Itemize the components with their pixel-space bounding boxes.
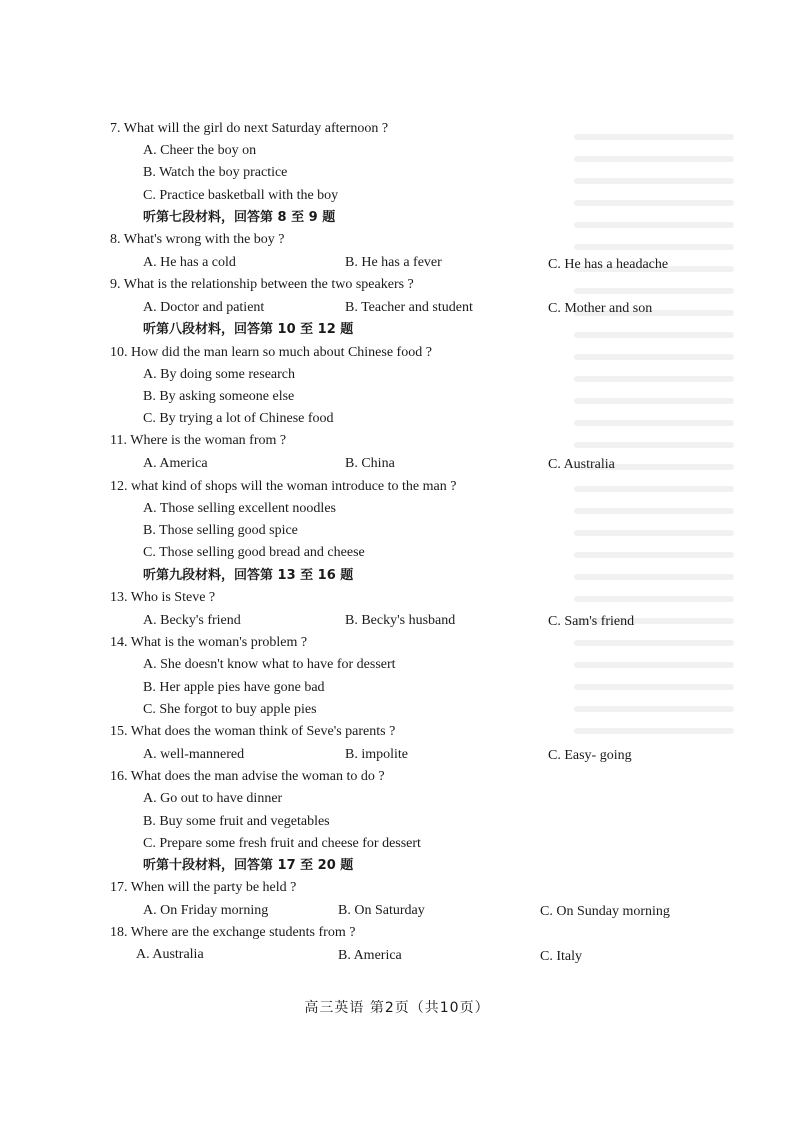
question-16-option-b: B. Buy some fruit and vegetables — [143, 814, 330, 829]
question-15-option-b: B. impolite — [345, 747, 408, 762]
question-16-stem: 16. What does the man advise the woman to do ? — [110, 769, 385, 784]
question-11-option-b: B. China — [345, 456, 395, 471]
question-8-option-c: C. He has a headache — [548, 257, 669, 272]
question-14-option-c: C. She forgot to buy apple pies — [143, 702, 317, 717]
bleed-through-shadow — [574, 118, 734, 958]
question-13-option-a: A. Becky's friend — [143, 613, 241, 628]
question-17-stem: 17. When will the party be held ? — [110, 880, 297, 895]
question-14-option-a: A. She doesn't know what to have for dessert — [143, 657, 396, 672]
question-13-stem: 13. Who is Steve ? — [110, 590, 216, 605]
question-12-option-c: C. Those selling good bread and cheese — [143, 545, 365, 560]
question-12-stem: 12. what kind of shops will the woman introduce to the man ? — [110, 479, 457, 494]
section-9-heading: 听第九段材料，回答第 13 至 16 题 — [143, 568, 354, 583]
question-14-stem: 14. What is the woman's problem ? — [110, 635, 308, 650]
question-14-option-b: B. Her apple pies have gone bad — [143, 680, 325, 695]
question-11-option-c: C. Australia — [548, 457, 615, 472]
question-15-stem: 15. What does the woman think of Seve's parents ? — [110, 724, 396, 739]
question-9-stem: 9. What is the relationship between the two speakers ? — [110, 277, 414, 292]
question-18-option-c: C. Italy — [540, 949, 582, 964]
question-18-stem: 18. Where are the exchange students from ? — [110, 925, 356, 940]
question-12-option-a: A. Those selling excellent noodles — [143, 501, 336, 516]
question-8-option-b: B. He has a fever — [345, 255, 442, 270]
question-16-option-a: A. Go out to have dinner — [143, 791, 283, 806]
question-9-option-c: C. Mother and son — [548, 301, 653, 316]
section-10-heading: 听第十段材料，回答第 17 至 20 题 — [143, 858, 354, 873]
question-17-option-a: A. On Friday morning — [143, 903, 269, 918]
question-9-option-b: B. Teacher and student — [345, 300, 473, 315]
question-18-option-b: B. America — [338, 948, 402, 963]
question-10-option-a: A. By doing some research — [143, 367, 296, 382]
question-7-option-b: B. Watch the boy practice — [143, 165, 288, 180]
question-15-option-c: C. Easy- going — [548, 748, 632, 763]
question-17-option-b: B. On Saturday — [338, 903, 425, 918]
question-10-option-c: C. By trying a lot of Chinese food — [143, 411, 334, 426]
question-11-stem: 11. Where is the woman from ? — [110, 433, 287, 448]
question-11-option-a: A. America — [143, 456, 208, 471]
question-16-option-c: C. Prepare some fresh fruit and cheese for dessert — [143, 836, 421, 851]
question-7-option-c: C. Practice basketball with the boy — [143, 188, 339, 203]
question-13-option-c: C. Sam's friend — [548, 614, 635, 629]
question-18-option-a: A. Australia — [136, 947, 204, 962]
question-8-option-a: A. He has a cold — [143, 255, 236, 270]
question-17-option-c: C. On Sunday morning — [540, 904, 670, 919]
question-7-stem: 7. What will the girl do next Saturday afternoon ? — [110, 121, 389, 136]
question-13-option-b: B. Becky's husband — [345, 613, 456, 628]
question-8-stem: 8. What's wrong with the boy ? — [110, 232, 285, 247]
question-9-option-a: A. Doctor and patient — [143, 300, 265, 315]
page-footer: 高三英语 第2页（共10页） — [304, 1000, 490, 1016]
question-15-option-a: A. well-mannered — [143, 747, 245, 762]
question-10-stem: 10. How did the man learn so much about Chinese food ? — [110, 345, 432, 360]
section-7-heading: 听第七段材料，回答第 8 至 9 题 — [143, 210, 336, 225]
question-7-option-a: A. Cheer the boy on — [143, 143, 257, 158]
question-12-option-b: B. Those selling good spice — [143, 523, 298, 538]
question-10-option-b: B. By asking someone else — [143, 389, 295, 404]
section-8-heading: 听第八段材料，回答第 10 至 12 题 — [143, 322, 354, 337]
